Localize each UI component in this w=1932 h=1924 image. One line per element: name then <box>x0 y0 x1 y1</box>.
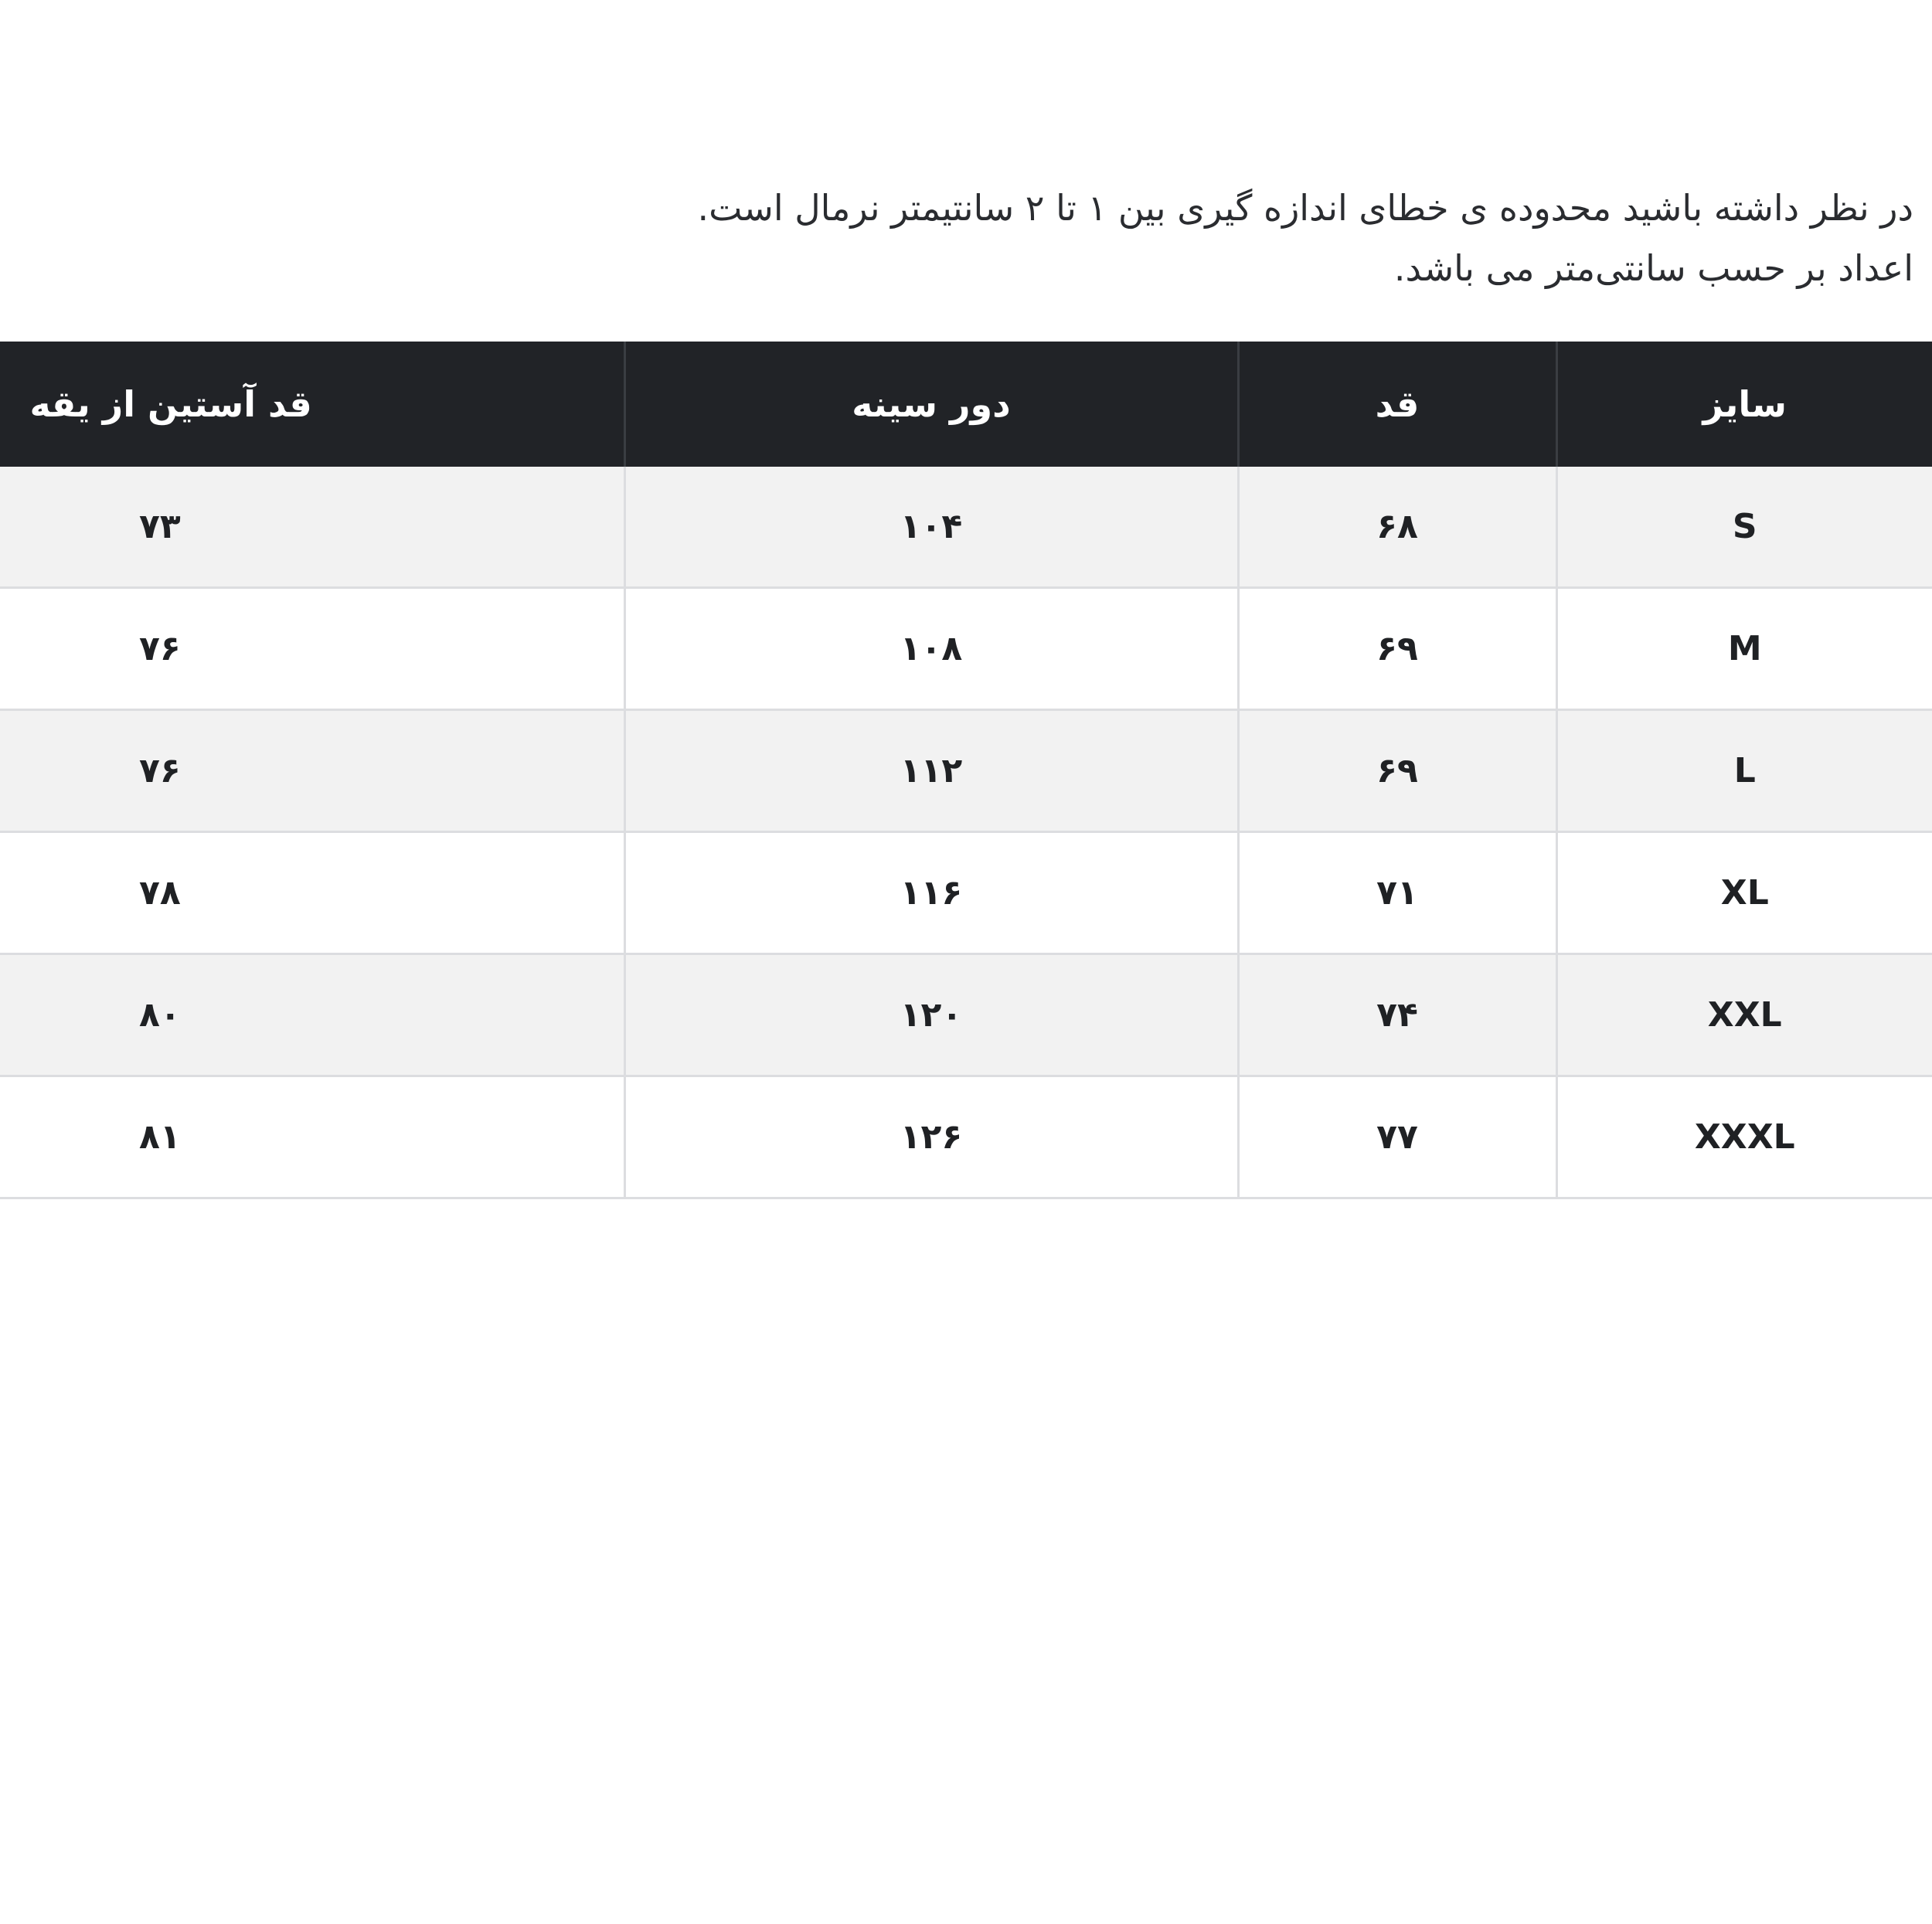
table-row <box>0 832 1932 954</box>
cell-chest: ۱۰۴ <box>624 467 1238 588</box>
table-header-row <box>0 342 1932 467</box>
cell-size: S <box>1556 467 1932 588</box>
cell-sleeve: ۷۸ <box>0 832 624 954</box>
note-units: اعداد بر حسب سانتی‌متر می باشد. <box>1393 247 1913 289</box>
cell-chest: ۱۲۰ <box>624 954 1238 1076</box>
cell-chest: ۱۱۶ <box>624 832 1238 954</box>
cell-height: ۶۹ <box>1238 588 1556 710</box>
cell-sleeve: ۸۱ <box>0 1076 624 1198</box>
size-chart-table <box>0 342 1932 1199</box>
measurement-notes <box>213 178 1913 298</box>
cell-size: M <box>1556 588 1932 710</box>
header-height: قد <box>1238 342 1556 467</box>
cell-sleeve: ۷۳ <box>0 467 624 588</box>
cell-height: ۷۱ <box>1238 832 1556 954</box>
note-error-range: در نظر داشته باشید محدوده ی خطای اندازه گیری بین ۱ تا ۲ سانتیمتر نرمال است. <box>697 187 1913 229</box>
cell-height: ۷۴ <box>1238 954 1556 1076</box>
cell-size: XXXL <box>1556 1076 1932 1198</box>
cell-sleeve: ۷۶ <box>0 710 624 832</box>
cell-chest: ۱۱۲ <box>624 710 1238 832</box>
header-sleeve <box>0 342 624 467</box>
cell-sleeve: ۷۶ <box>0 588 624 710</box>
cell-height: ۶۹ <box>1238 710 1556 832</box>
cell-size: L <box>1556 710 1932 832</box>
table-row <box>0 467 1932 588</box>
cell-height: ۷۷ <box>1238 1076 1556 1198</box>
header-chest: دور سینه <box>624 342 1238 467</box>
cell-size: XL <box>1556 832 1932 954</box>
cell-size: XXL <box>1556 954 1932 1076</box>
cell-sleeve: ۸۰ <box>0 954 624 1076</box>
table-row <box>0 1076 1932 1198</box>
header-sleeve-label: قد آستین از یقه <box>29 383 312 425</box>
header-size: سایز <box>1556 342 1932 467</box>
cell-height: ۶۸ <box>1238 467 1556 588</box>
table-row <box>0 588 1932 710</box>
cell-chest: ۱۲۶ <box>624 1076 1238 1198</box>
table-row <box>0 710 1932 832</box>
cell-chest: ۱۰۸ <box>624 588 1238 710</box>
table-row <box>0 954 1932 1076</box>
